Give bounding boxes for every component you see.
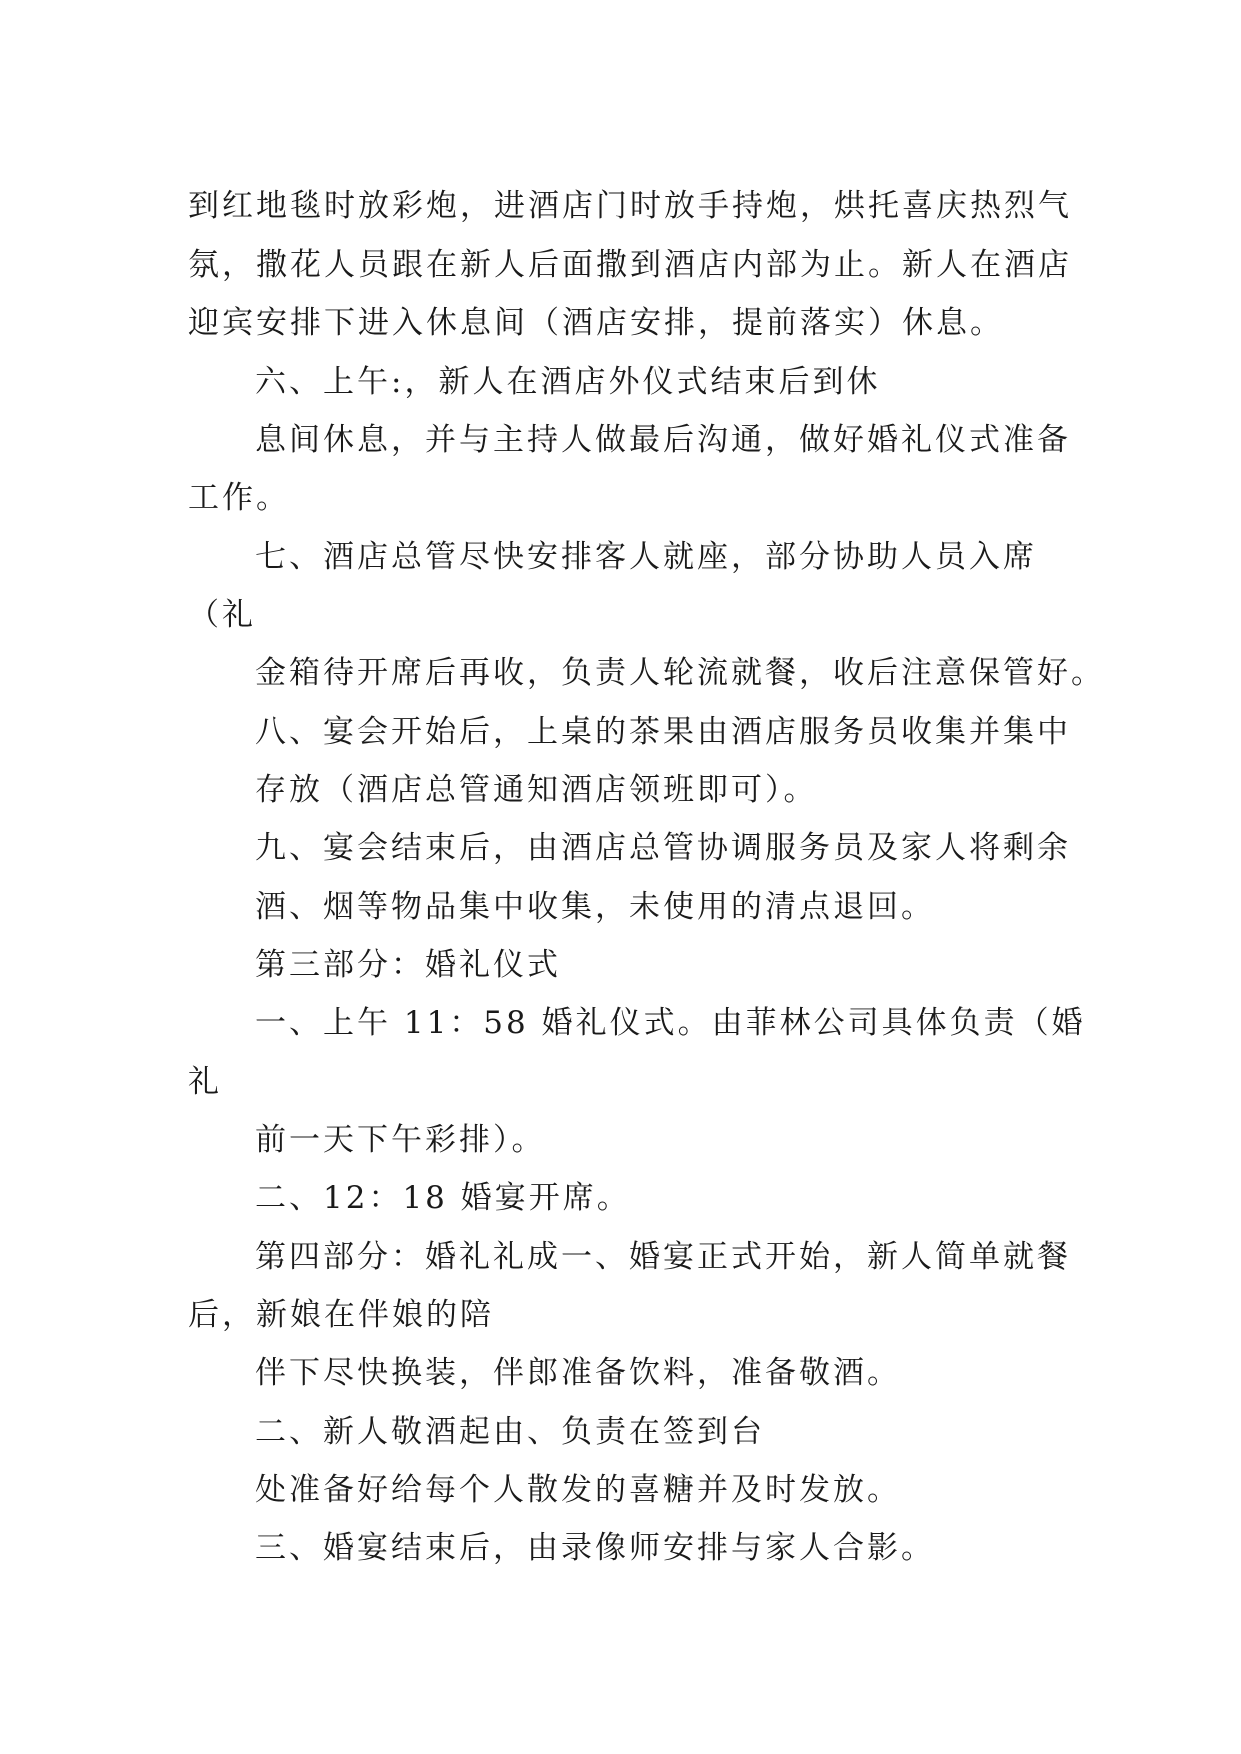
text-line: 七、酒店总管尽快安排客人就座，部分协助人员入席 — [255, 539, 1037, 575]
section-heading: 第三部分：婚礼仪式 — [255, 947, 561, 983]
text-line: 二、新人敬酒起由、负责在签到台 — [255, 1414, 765, 1450]
text-line: 礼 — [188, 1064, 222, 1100]
text-line: 工作。 — [188, 480, 290, 516]
text-line: 九、宴会结束后，由酒店总管协调服务员及家人将剩余 — [255, 830, 1071, 866]
text-line: 到红地毯时放彩炮，进酒店门时放手持炮，烘托喜庆热烈气 — [188, 188, 1072, 224]
text-line: 一、上午 11：58 婚礼仪式。由菲林公司具体负责（婚 — [255, 1005, 1086, 1041]
text-line: 八、宴会开始后，上桌的茶果由酒店服务员收集并集中 — [255, 714, 1071, 750]
text-line: 二、12：18 婚宴开席。 — [255, 1180, 631, 1216]
text-line: （礼 — [188, 597, 256, 633]
text-line: 金箱待开席后再收，负责人轮流就餐，收后注意保管好。 — [255, 655, 1105, 691]
text-line: 存放（酒店总管通知酒店领班即可）。 — [255, 772, 818, 808]
text-line: 酒、烟等物品集中收集，未使用的清点退回。 — [255, 889, 935, 925]
text-line: 伴下尽快换装，伴郎准备饮料，准备敬酒。 — [255, 1355, 901, 1391]
text-line: 处准备好给每个人散发的喜糖并及时发放。 — [255, 1472, 901, 1508]
text-line: 三、婚宴结束后，由录像师安排与家人合影。 — [255, 1530, 935, 1566]
text-line: 后，新娘在伴娘的陪 — [188, 1297, 494, 1333]
text-line: 第四部分：婚礼礼成一、婚宴正式开始，新人简单就餐 — [255, 1239, 1071, 1275]
text-line: 六、上午:，新人在酒店外仪式结束后到休 — [255, 364, 881, 400]
text-line: 氛，撒花人员跟在新人后面撒到酒店内部为止。新人在酒店 — [188, 247, 1072, 283]
text-line: 前一天下午彩排）。 — [255, 1122, 546, 1158]
text-line: 迎宾安排下进入休息间（酒店安排，提前落实）休息。 — [188, 305, 1004, 341]
text-line: 息间休息，并与主持人做最后沟通，做好婚礼仪式准备 — [255, 422, 1071, 458]
